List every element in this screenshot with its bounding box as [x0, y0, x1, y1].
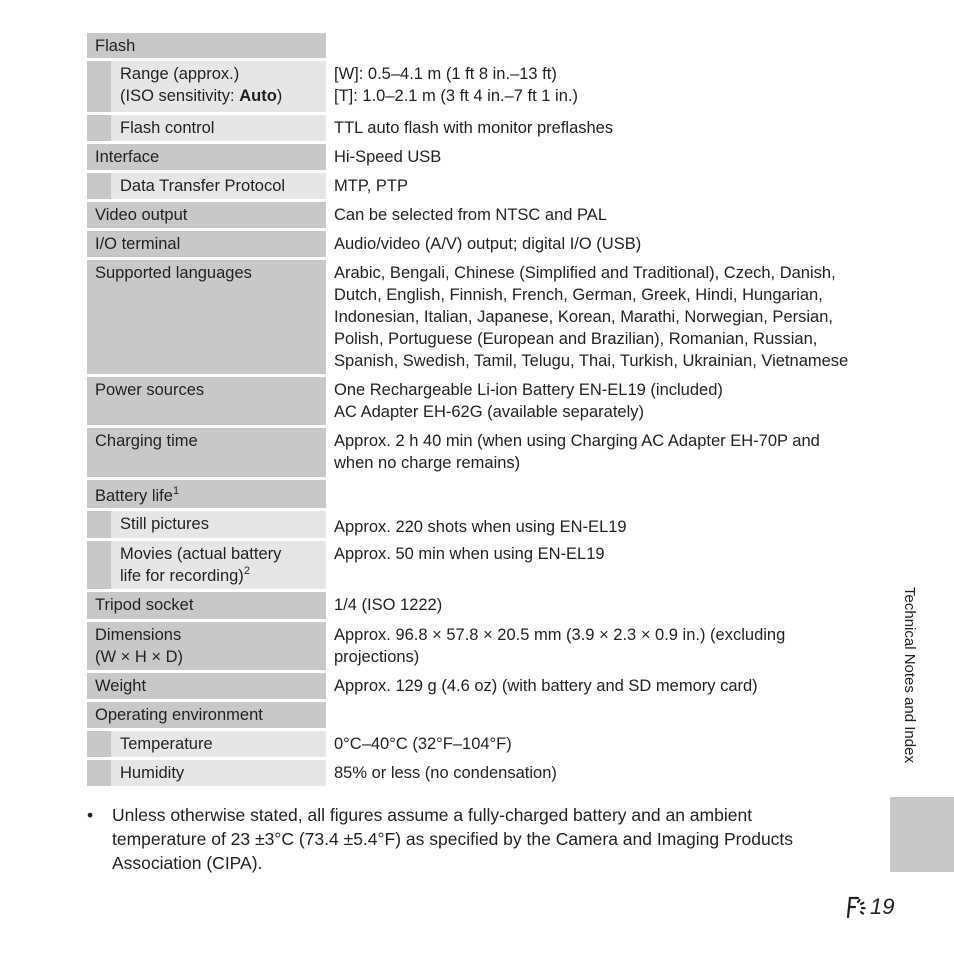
spec-label: Supported languages	[87, 260, 326, 374]
spec-value: Approx. 220 shots when using EN-EL19	[334, 518, 627, 536]
spec-label: I/O terminal	[87, 231, 326, 257]
spec-row-video-output	[87, 202, 857, 228]
spec-value: 85% or less (no condensation)	[334, 764, 557, 782]
spec-table	[87, 33, 857, 789]
spec-row-flash	[87, 33, 857, 58]
spec-row-power-sources	[87, 377, 857, 425]
spec-value: Approx. 2 h 40 min (when using Charging AC Adapter EH-70P and when no charge remains)	[334, 432, 820, 472]
spec-value: Can be selected from NTSC and PAL	[334, 206, 607, 224]
spec-row-dimensions	[87, 622, 857, 670]
spec-value: 1/4 (ISO 1222)	[334, 596, 443, 614]
spec-row-battery-life	[87, 480, 857, 508]
spec-value: Approx. 129 g (4.6 oz) (with battery and SD memory card)	[334, 677, 758, 695]
bullet: •	[87, 805, 94, 825]
spec-value: Hi-Speed USB	[334, 148, 442, 166]
spec-value: 0°C–40°C (32°F–104°F)	[334, 735, 512, 753]
spec-row-charging-time	[87, 428, 857, 477]
spec-value	[326, 33, 857, 58]
spec-label: Dimensions (W × H × D)	[87, 622, 326, 670]
spec-label: Power sources	[87, 377, 326, 425]
section-sidebar-label: Technical Notes and Index	[901, 587, 918, 763]
spec-row-temperature	[87, 731, 857, 757]
spec-value: Audio/video (A/V) output; digital I/O (USB)	[334, 235, 642, 253]
f-reference-icon	[842, 893, 870, 921]
spec-value: Approx. 50 min when using EN-EL19	[334, 545, 605, 563]
spec-row-still-pictures	[87, 511, 857, 538]
spec-label: Battery life$^1$	[87, 480, 326, 508]
spec-row-interface	[87, 144, 857, 170]
spec-value: MTP, PTP	[334, 177, 408, 195]
spec-label: Humidity	[87, 760, 326, 786]
spec-row-humidity	[87, 760, 857, 786]
spec-row-data-transfer	[87, 173, 857, 199]
spec-row-operating-env	[87, 702, 857, 728]
spec-row-flash-control	[87, 115, 857, 141]
spec-row-weight	[87, 673, 857, 699]
spec-value	[326, 480, 857, 508]
spec-label: Weight	[87, 673, 326, 699]
spec-label: Flash control	[87, 115, 326, 141]
spec-row-languages	[87, 260, 857, 374]
spec-label: Operating environment	[87, 702, 326, 728]
spec-label: Video output	[87, 202, 326, 228]
spec-label: Movies (actual battery life for recording)$^2$	[87, 541, 326, 589]
spec-value: [W]: 0.5–4.1 m (1 ft 8 in.–13 ft) [T]: 1.0–2.1 m (3 ft 4 in.–7 ft 1 in.)	[334, 65, 578, 105]
spec-label: Tripod socket	[87, 592, 326, 619]
spec-label: Interface	[87, 144, 326, 170]
spec-value: One Rechargeable Li-ion Battery EN-EL19 (included) AC Adapter EH-62G (available separately)	[334, 381, 723, 421]
spec-label: Flash	[87, 33, 326, 58]
footnote-marker: 1	[172, 485, 180, 497]
section-tab	[890, 797, 954, 872]
page-number: 19	[842, 892, 894, 922]
spec-row-io-terminal	[87, 231, 857, 257]
spec-value: TTL auto flash with monitor preflashes	[334, 119, 614, 137]
spec-value	[326, 702, 857, 728]
spec-label: Charging time	[87, 428, 326, 477]
footnote-paragraph: • Unless otherwise stated, all figures assume a fully-charged battery and an ambient temperature of 23 ±3°C (73.4 ±5.4°F) as specified by the Camera and Imaging Products Association (CIPA).	[87, 805, 794, 873]
spec-label: Temperature	[87, 731, 326, 757]
footnote-marker: 2	[243, 565, 250, 577]
spec-row-flash-range	[87, 61, 857, 112]
spec-value: Arabic, Bengali, Chinese (Simplified and Traditional), Czech, Danish, Dutch, English, Finnish, French, German, Greek, Hindi, Hungarian, Indonesian, Italian, Japanese, Korean, Marathi, Norwegian, Persian, Polish, Portuguese (European and Brazilian), Romanian, Russian, Spanish, Swedish, Tamil, Telugu, Thai, Turkish, Ukrainian, Vietnamese	[334, 264, 849, 370]
spec-row-movies	[87, 541, 857, 589]
spec-value: Approx. 96.8 × 57.8 × 20.5 mm (3.9 × 2.3 × 0.9 in.) (excluding projections)	[334, 626, 786, 666]
spec-label: Data Transfer Protocol	[87, 173, 326, 199]
spec-label: Still pictures	[87, 511, 326, 538]
spec-row-tripod	[87, 592, 857, 619]
spec-label: Range (approx.) (ISO sensitivity: Auto)	[87, 61, 326, 112]
